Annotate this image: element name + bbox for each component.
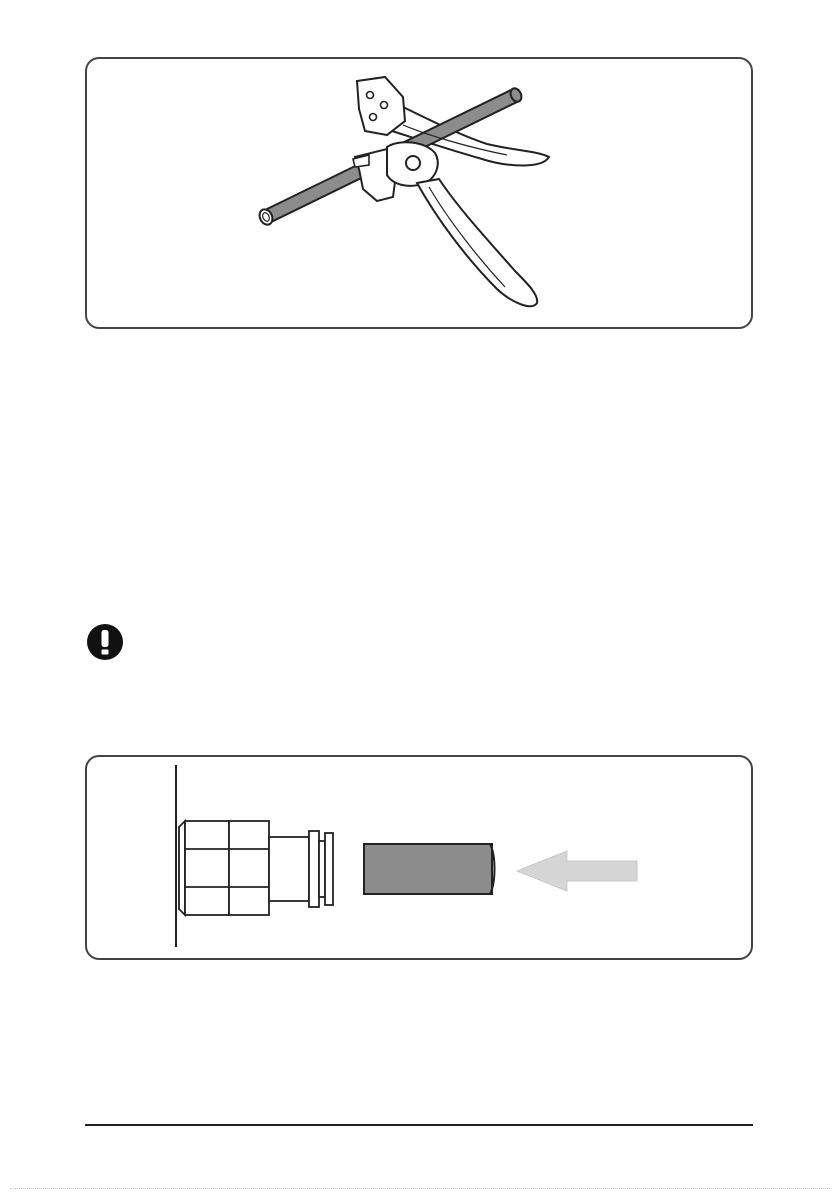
exclamation-warning-icon xyxy=(86,623,124,661)
footer-rule xyxy=(85,1124,753,1126)
push-in-fitting-illustration xyxy=(87,757,751,958)
fitting-figure-frame xyxy=(85,755,753,960)
cutter-pivot-bolt xyxy=(406,156,420,170)
tube-segment xyxy=(364,844,495,894)
insert-arrow-icon xyxy=(517,851,637,891)
cutter-figure-frame xyxy=(85,57,753,329)
push-in-fitting xyxy=(179,821,333,915)
page-bottom-edge xyxy=(10,1188,830,1189)
pipe-cutter-illustration xyxy=(87,59,751,327)
